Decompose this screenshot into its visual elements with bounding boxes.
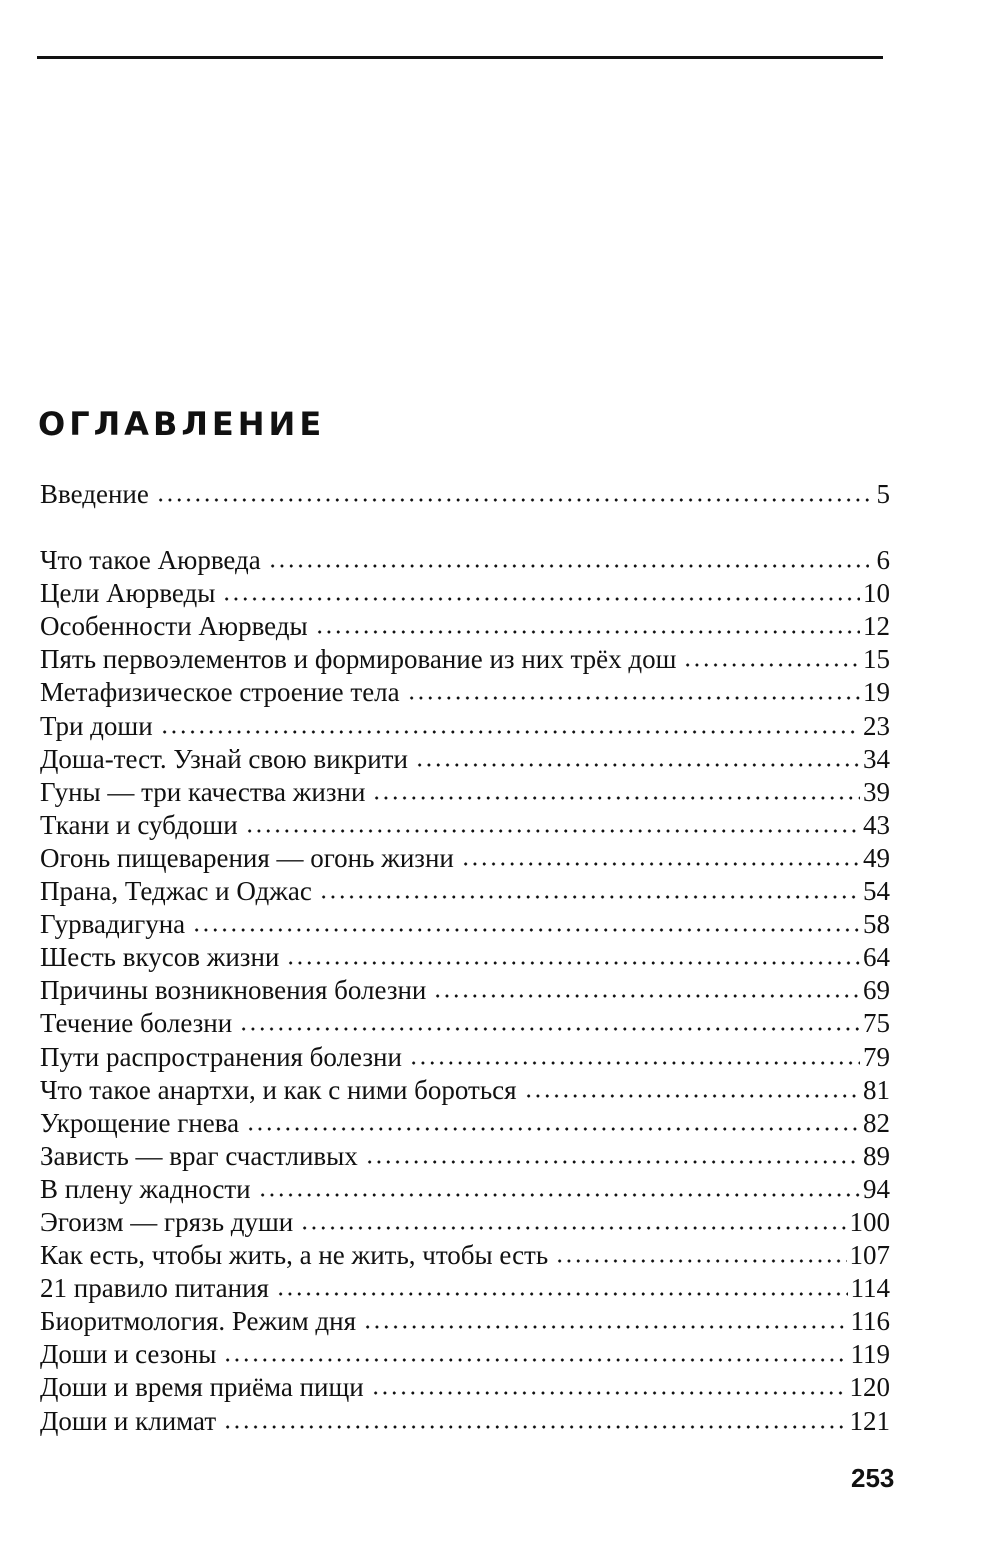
dot-leader — [300, 1226, 846, 1230]
toc-entry-title: Причины возникновения болезни — [40, 975, 427, 1006]
table-of-contents — [40, 478, 890, 1438]
toc-entry — [40, 1371, 890, 1404]
dot-leader — [365, 1160, 860, 1164]
toc-entry-page: 119 — [850, 1339, 890, 1370]
toc-entry-page: 114 — [850, 1273, 890, 1304]
toc-entry-title: В плену жадности — [40, 1173, 251, 1204]
toc-entry-page: 94 — [863, 1173, 890, 1204]
toc-entry-title: Что такое анартхи, и как с ними бороться — [40, 1074, 517, 1105]
toc-entry-page: 89 — [863, 1140, 890, 1171]
toc-entry-title: Особенности Аюрведы — [40, 611, 308, 642]
dot-leader — [683, 663, 860, 667]
toc-entry-page: 116 — [850, 1306, 890, 1337]
toc-entry — [40, 743, 890, 776]
toc-entry — [40, 1173, 890, 1206]
dot-leader — [407, 696, 860, 700]
toc-entry-title: 21 правило питания — [40, 1273, 269, 1304]
toc-entry — [40, 1041, 890, 1074]
toc-entry-title: Гуны — три качества жизни — [40, 776, 366, 807]
toc-entry-page: 75 — [863, 1008, 890, 1039]
toc-entry-page: 79 — [863, 1041, 890, 1072]
top-rule — [37, 56, 883, 59]
toc-entry-title: Шесть вкусов жизни — [40, 942, 280, 973]
toc-entry-page: 82 — [863, 1107, 890, 1138]
toc-entry-title: Что такое Аюрведа — [40, 545, 261, 576]
toc-entry — [40, 1074, 890, 1107]
toc-entry-title: Три доши — [40, 710, 153, 741]
toc-entry — [40, 610, 890, 643]
toc-entry-page: 121 — [849, 1405, 890, 1436]
toc-entry-page: 23 — [863, 710, 890, 741]
dot-leader — [409, 1061, 860, 1065]
dot-leader — [245, 829, 860, 833]
toc-entry — [40, 842, 890, 875]
toc-entry — [40, 908, 890, 941]
toc-entry-title: Ткани и субдоши — [40, 809, 238, 840]
dot-leader — [246, 1127, 860, 1131]
toc-entry-title: Цели Аюрведы — [40, 578, 216, 609]
toc-entry — [40, 1007, 890, 1040]
toc-heading: ОГЛАВЛЕНИЕ — [38, 405, 326, 443]
dot-leader — [258, 1193, 860, 1197]
toc-entry-page: 64 — [863, 942, 890, 973]
toc-entry-page: 39 — [863, 776, 890, 807]
toc-entry-title: Огонь пищеварения — огонь жизни — [40, 842, 454, 873]
toc-entry — [40, 809, 890, 842]
toc-entry — [40, 544, 890, 577]
dot-leader — [223, 1358, 847, 1362]
toc-entry — [40, 1239, 890, 1272]
toc-entry — [40, 776, 890, 809]
toc-entry-title: Пять первоэлементов и формирование из них трёх дош — [40, 644, 677, 675]
dot-leader — [524, 1094, 860, 1098]
toc-entry — [40, 1272, 890, 1305]
dot-leader — [222, 597, 860, 601]
toc-entry-page: 12 — [863, 611, 890, 642]
toc-entry-title: Течение болезни — [40, 1008, 233, 1039]
toc-entry — [40, 875, 890, 908]
toc-entry-title: Доши и климат — [40, 1405, 217, 1436]
toc-entry-title: Прана, Теджас и Оджас — [40, 876, 312, 907]
dot-leader — [276, 1292, 848, 1296]
toc-entry-page: 6 — [876, 545, 890, 576]
toc-entry — [40, 974, 890, 1007]
dot-leader — [286, 961, 860, 965]
toc-entry — [40, 1305, 890, 1338]
toc-entry-title: Биоритмология. Режим дня — [40, 1306, 357, 1337]
toc-entry — [40, 1206, 890, 1239]
dot-leader — [319, 895, 860, 899]
toc-entry — [40, 478, 890, 511]
toc-entry-page: 100 — [849, 1206, 890, 1237]
toc-entry-title: Укрощение гнева — [40, 1107, 240, 1138]
toc-entry-page: 107 — [849, 1240, 890, 1271]
page-number: 253 — [851, 1463, 895, 1493]
dot-leader — [315, 630, 860, 634]
toc-entry — [40, 676, 890, 709]
toc-entry-title: Метафизическое строение тела — [40, 677, 400, 708]
toc-entry-title: Гурвадигуна — [40, 909, 186, 940]
toc-entry-page: 81 — [863, 1074, 890, 1105]
dot-leader — [461, 862, 860, 866]
dot-leader — [433, 994, 860, 998]
toc-entry — [40, 643, 890, 676]
dot-leader — [415, 763, 860, 767]
toc-entry — [40, 1338, 890, 1371]
toc-entry-page: 120 — [849, 1372, 890, 1403]
toc-entry-title: Эгоизм — грязь души — [40, 1206, 294, 1237]
toc-entry — [40, 1107, 890, 1140]
toc-entry — [40, 710, 890, 743]
dot-leader — [371, 1391, 847, 1395]
dot-leader — [555, 1259, 846, 1263]
toc-entry — [40, 1405, 890, 1438]
toc-entry-page: 34 — [863, 743, 890, 774]
dot-leader — [239, 1027, 860, 1031]
toc-entry-page: 10 — [863, 578, 890, 609]
dot-leader — [160, 730, 860, 734]
toc-entry-page: 54 — [863, 876, 890, 907]
dot-leader — [372, 796, 860, 800]
dot-leader — [192, 928, 860, 932]
toc-entry-page: 43 — [863, 809, 890, 840]
dot-leader — [223, 1425, 846, 1429]
toc-entry-title: Доши и время приёма пищи — [40, 1372, 364, 1403]
toc-entry-title: Введение — [40, 479, 149, 509]
toc-entry-page: 19 — [863, 677, 890, 708]
toc-entry-title: Пути распространения болезни — [40, 1041, 402, 1072]
dot-leader — [156, 498, 869, 502]
toc-entry — [40, 1140, 890, 1173]
dot-leader — [363, 1325, 847, 1329]
dot-leader — [268, 564, 869, 568]
toc-entry-page: 49 — [863, 842, 890, 873]
toc-entry — [40, 941, 890, 974]
toc-entry-page: 5 — [876, 479, 890, 509]
toc-entry-page: 58 — [863, 909, 890, 940]
toc-entry-title: Доша-тест. Узнай свою викрити — [40, 743, 408, 774]
toc-entry-title: Зависть — враг счастливых — [40, 1140, 358, 1171]
toc-entry-title: Доши и сезоны — [40, 1339, 217, 1370]
toc-entry-title: Как есть, чтобы жить, а не жить, чтобы есть — [40, 1240, 549, 1271]
toc-entry — [40, 577, 890, 610]
toc-entry-page: 15 — [863, 644, 890, 675]
toc-entry-page: 69 — [863, 975, 890, 1006]
